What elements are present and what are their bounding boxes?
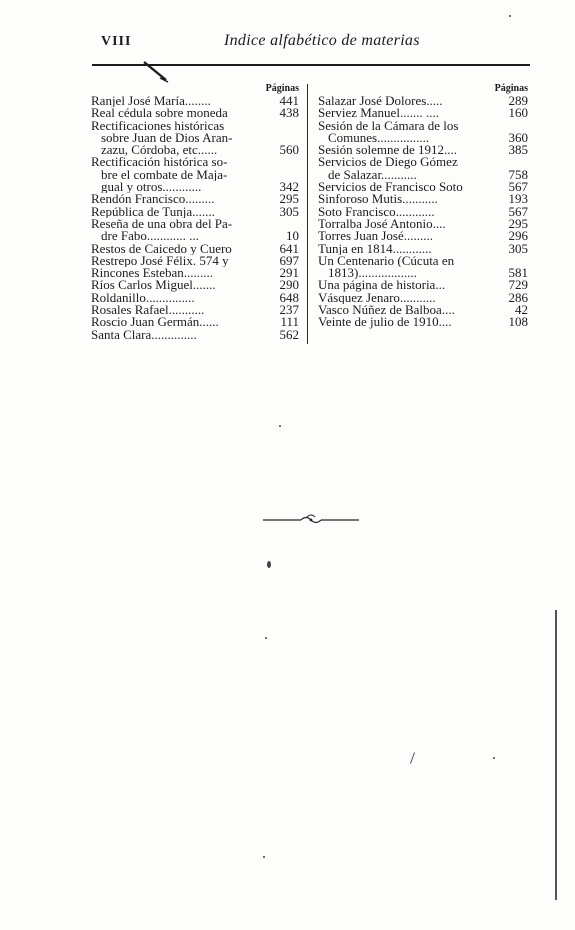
entry-page-number: 111 bbox=[276, 316, 299, 328]
entry-title: Rincones Esteban......... bbox=[91, 267, 214, 280]
entry-title: Comunes................ bbox=[328, 131, 430, 145]
index-entry bbox=[318, 120, 528, 132]
entry-page-number: 697 bbox=[276, 255, 300, 267]
entry-title: Torralba José Antonio.... bbox=[318, 217, 446, 231]
entry-title: Sinforoso Mutis........... bbox=[318, 193, 438, 206]
ink-speck bbox=[267, 561, 271, 568]
entry-page-number: 648 bbox=[276, 292, 300, 304]
entry-page-number: 296 bbox=[505, 230, 529, 242]
entry-page-number: 562 bbox=[276, 329, 300, 341]
index-entry bbox=[318, 243, 528, 255]
entry-title: de Salazar........... bbox=[328, 168, 417, 182]
index-entry bbox=[91, 243, 299, 255]
index-entry bbox=[318, 304, 528, 316]
index-entry bbox=[318, 95, 528, 107]
entry-title: 1813).................. bbox=[328, 267, 417, 280]
entry-title: Sesión solemne de 1912.... bbox=[318, 144, 458, 157]
index-entry bbox=[91, 181, 299, 193]
entry-title: Salazar José Dolores..... bbox=[318, 95, 443, 108]
entry-title: Restrepo José Félix. 574 y bbox=[91, 254, 229, 268]
entry-title: Rectificaciones históricas bbox=[91, 119, 225, 132]
ink-speck bbox=[279, 425, 281, 427]
entry-page-number: 305 bbox=[505, 243, 529, 255]
ink-speck bbox=[265, 637, 267, 639]
index-entry bbox=[91, 292, 299, 304]
index-entry bbox=[91, 132, 299, 144]
entry-title: Una página de historia... bbox=[318, 279, 446, 292]
entry-title: Ríos Carlos Miguel....... bbox=[91, 279, 216, 292]
column-divider bbox=[307, 84, 308, 344]
entry-title: Santa Clara.............. bbox=[91, 328, 197, 341]
index-entry bbox=[91, 206, 299, 218]
entry-title: Real cédula sobre moneda bbox=[91, 107, 228, 120]
index-entry bbox=[91, 316, 299, 328]
entry-page-number: 567 bbox=[505, 206, 529, 218]
entry-title: Torres Juan José......... bbox=[318, 230, 433, 243]
index-entry bbox=[91, 230, 299, 242]
entry-title: Roscio Juan Germán...... bbox=[91, 316, 219, 329]
ink-speck bbox=[509, 15, 511, 17]
entry-page-number: 10 bbox=[282, 230, 299, 242]
index-entry bbox=[318, 316, 528, 328]
index-column-right bbox=[318, 82, 528, 329]
index-entry bbox=[91, 144, 299, 156]
entry-page-number: 289 bbox=[505, 95, 529, 107]
entry-page-number: 290 bbox=[276, 279, 300, 291]
entry-page-number: 108 bbox=[505, 316, 529, 328]
entry-page-number: 758 bbox=[505, 169, 529, 181]
entry-page-number: 581 bbox=[505, 267, 529, 279]
index-entry bbox=[91, 267, 299, 279]
index-entry bbox=[318, 156, 528, 168]
entry-title: Servicios de Francisco Soto bbox=[318, 181, 463, 194]
entry-title: Serviez Manuel....... .... bbox=[318, 107, 439, 120]
entry-title: zazu, Córdoba, etc...... bbox=[101, 144, 218, 157]
ink-speck bbox=[493, 757, 495, 759]
index-entry bbox=[318, 279, 528, 291]
entry-title: Veinte de julio de 1910.... bbox=[318, 316, 452, 329]
entry-page-number: 441 bbox=[276, 95, 300, 107]
entry-title: Roldanillo............... bbox=[91, 291, 195, 305]
entry-page-number: 193 bbox=[505, 193, 529, 205]
index-entry bbox=[318, 267, 528, 279]
entry-title: Tunja en 1814............ bbox=[318, 242, 432, 255]
entry-title: Vasco Núñez de Balboa.... bbox=[318, 304, 455, 317]
index-entry bbox=[318, 181, 528, 193]
entry-title: Restos de Caicedo y Cuero bbox=[91, 242, 232, 255]
index-entry bbox=[91, 304, 299, 316]
entry-title: República de Tunja....... bbox=[91, 205, 215, 218]
entry-title: Rosales Rafael........... bbox=[91, 304, 205, 317]
entry-page-number: 295 bbox=[276, 193, 300, 205]
entry-title: Servicios de Diego Gómez bbox=[318, 156, 458, 169]
column-heading: Páginas bbox=[494, 83, 528, 94]
entry-page-number: 360 bbox=[505, 132, 529, 144]
page-edge-mark bbox=[410, 752, 415, 764]
index-entry bbox=[318, 218, 528, 230]
index-entry bbox=[318, 230, 528, 242]
entry-page-number: 295 bbox=[505, 218, 529, 230]
index-entry bbox=[318, 193, 528, 205]
index-entry bbox=[318, 144, 528, 156]
entry-page-number: 160 bbox=[505, 107, 529, 119]
entry-title: dre Fabo............ ... bbox=[101, 230, 199, 243]
index-entry bbox=[318, 206, 528, 218]
entry-title: Sesión de la Cámara de los bbox=[318, 119, 459, 132]
entry-page-number: 438 bbox=[276, 107, 300, 119]
index-entry bbox=[318, 255, 528, 267]
running-title: Indice alfabético de materias bbox=[224, 32, 420, 49]
entry-page-number: 385 bbox=[505, 144, 529, 156]
index-entry bbox=[91, 218, 299, 230]
index-entry bbox=[91, 169, 299, 181]
entry-page-number: 729 bbox=[505, 279, 529, 291]
entry-page-number: 286 bbox=[505, 292, 529, 304]
entry-title: Ranjel José María........ bbox=[91, 95, 211, 108]
page-number: VIII bbox=[101, 34, 132, 49]
entry-title: Un Centenario (Cúcuta en bbox=[318, 254, 455, 268]
index-entry bbox=[91, 193, 299, 205]
end-ornament bbox=[263, 513, 359, 527]
entry-title: gual y otros............ bbox=[101, 181, 202, 194]
index-entry bbox=[91, 329, 299, 341]
entry-page-number: 641 bbox=[276, 243, 300, 255]
entry-page-number: 342 bbox=[276, 181, 300, 193]
entry-page-number: 305 bbox=[276, 206, 300, 218]
entry-page-number: 560 bbox=[276, 144, 300, 156]
entry-page-number: 567 bbox=[505, 181, 529, 193]
entry-title: Vásquez Jenaro........... bbox=[318, 291, 436, 305]
index-column-left bbox=[91, 82, 299, 341]
entry-page-number: 237 bbox=[276, 304, 300, 316]
index-entry bbox=[91, 255, 299, 267]
entry-title: sobre Juan de Dios Aran- bbox=[101, 131, 233, 145]
entry-title: Reseña de una obra del Pa- bbox=[91, 217, 233, 231]
index-entry bbox=[91, 95, 299, 107]
index-entry bbox=[318, 292, 528, 304]
entry-title: bre el combate de Maja- bbox=[101, 168, 228, 182]
entry-page-number: 291 bbox=[276, 267, 300, 279]
index-entry bbox=[318, 132, 528, 144]
page-edge-mark bbox=[555, 610, 557, 900]
index-entry bbox=[91, 120, 299, 132]
column-heading: Páginas bbox=[265, 83, 299, 94]
index-entry bbox=[91, 107, 299, 119]
entry-page-number: 42 bbox=[511, 304, 528, 316]
entry-title: Rectificación histórica so- bbox=[91, 156, 228, 169]
index-entry bbox=[91, 279, 299, 291]
entry-title: Soto Francisco............ bbox=[318, 205, 435, 218]
index-entry bbox=[91, 156, 299, 168]
index-entry bbox=[318, 169, 528, 181]
ink-speck bbox=[263, 856, 265, 858]
entry-title: Rendón Francisco......... bbox=[91, 193, 215, 206]
index-entry bbox=[318, 107, 528, 119]
header-rule-flourish bbox=[142, 60, 170, 84]
